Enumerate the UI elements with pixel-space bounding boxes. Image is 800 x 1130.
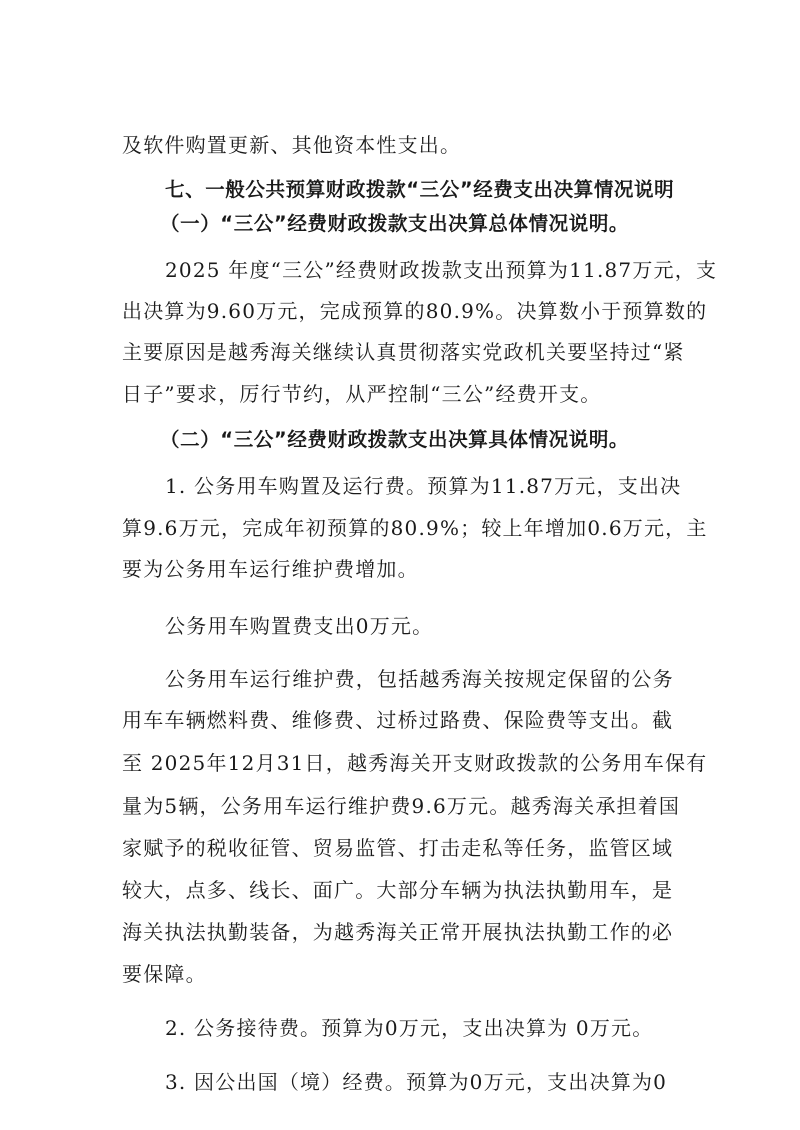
paragraph-line: 家赋予的税收征管、贸易监管、打击走私等任务，监管区域 [122, 836, 674, 860]
subsection-heading: （二）“三公”经费财政拨款支出决算具体情况说明。 [160, 428, 630, 451]
section-heading: 七、一般公共预算财政拨款“三公”经费支出决算情况说明 [165, 178, 675, 201]
paragraph-line: 至 2025年12月31日，越秀海关开支财政拨款的公务用车保有 [122, 751, 708, 775]
paragraph-line: 公务用车购置费支出0万元。 [165, 614, 434, 638]
paragraph-line: 1. 公务用车购置及运行费。预算为11.87万元，支出决 [165, 474, 682, 498]
paragraph-line: 要保障。 [122, 962, 207, 986]
paragraph-line: 出决算为9.60万元，完成预算的80.9%。决算数小于预算数的 [122, 299, 708, 323]
subsection-heading: （一）“三公”经费财政拨款支出决算总体情况说明。 [160, 212, 630, 235]
paragraph-line: 量为5辆，公务用车运行维护费9.6万元。越秀海关承担着国 [122, 794, 681, 818]
paragraph-line: 用车车辆燃料费、维修费、过桥过路费、保险费等支出。截 [122, 708, 674, 732]
paragraph-line: 主要原因是越秀海关继续认真贯彻落实党政机关要坚持过“紧 [122, 340, 685, 364]
paragraph-line: 及软件购置更新、其他资本性支出。 [122, 133, 462, 157]
paragraph-line: 公务用车运行维护费，包括越秀海关按规定保留的公务 [165, 667, 674, 691]
paragraph-line: 2. 公务接待费。预算为0万元，支出决算为 0万元。 [165, 1016, 654, 1040]
paragraph-line: 较大，点多、线长、面广。大部分车辆为执法执勤用车，是 [122, 878, 674, 902]
paragraph-line: 要为公务用车运行维护费增加。 [122, 557, 419, 581]
paragraph-line: 日子”要求，厉行节约，从严控制“三公”经费开支。 [122, 382, 602, 406]
paragraph-line: 算9.6万元，完成年初预算的80.9%；较上年增加0.6万元，主 [122, 516, 708, 540]
paragraph-line: 海关执法执勤装备，为越秀海关正常开展执法执勤工作的必 [122, 920, 674, 944]
paragraph-line: 3. 因公出国（境）经费。预算为0万元，支出决算为0 [165, 1070, 668, 1094]
paragraph-line: 2025 年度“三公”经费财政拨款支出预算为11.87万元，支 [165, 258, 718, 282]
